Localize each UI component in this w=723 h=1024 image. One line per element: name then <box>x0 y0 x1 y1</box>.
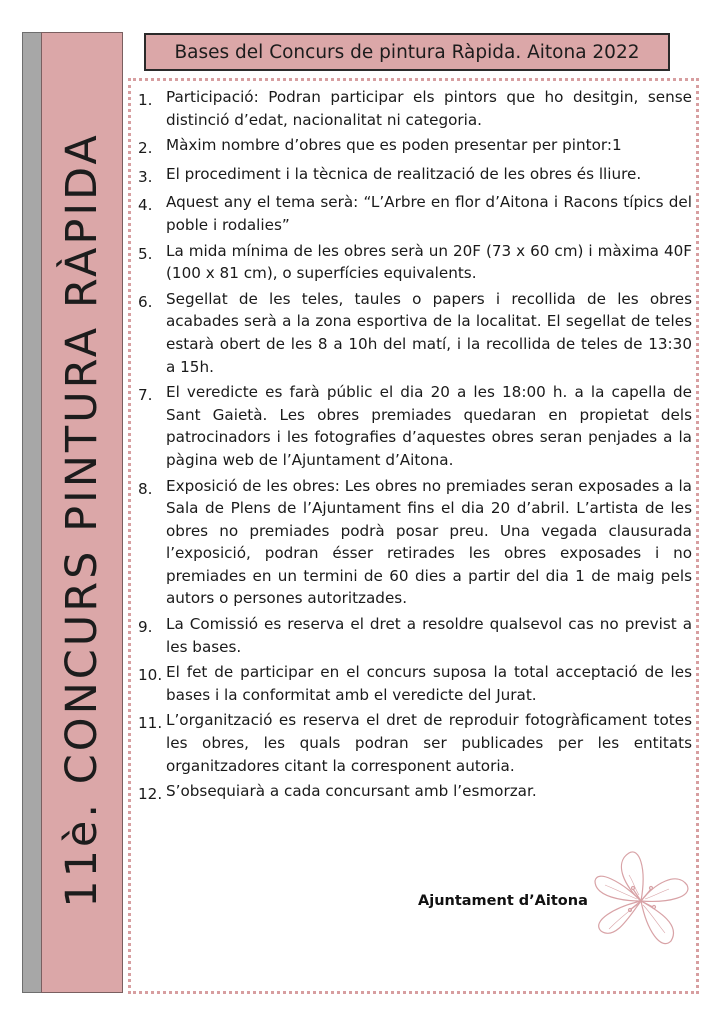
flower-icon <box>585 845 697 957</box>
rule-number: 5. <box>138 244 153 263</box>
rule-item <box>138 780 692 806</box>
rule-item <box>138 661 692 706</box>
rule-text: Segellat de les teles, taules o papers i recollida de les obres acabades serà a la zona esportiva de la localitat. El segellat de teles estarà obert de les 8 a 10h del matí, i la recollida de teles de 13:30 a 15h. <box>166 289 692 376</box>
rule-item <box>138 163 692 189</box>
rule-text: La Comissió es reserva el dret a resoldre qualsevol cas no previst a les bases. <box>166 615 692 656</box>
rule-text: El fet de participar en el concurs suposa la total acceptació de les bases i la conformitat amb el veredicte del Jurat. <box>166 663 692 704</box>
rule-text: Participació: Podran participar els pintors que ho desitgin, sense distinció d’edat, nacionalitat ni categoria. <box>166 88 692 129</box>
rule-number: 8. <box>138 479 153 498</box>
rule-text: El procediment i la tècnica de realització de les obres és lliure. <box>166 164 642 183</box>
rule-number: 12. <box>138 785 163 804</box>
rule-number: 10. <box>138 666 163 685</box>
rule-number: 3. <box>138 167 153 186</box>
rule-text: S’obsequiarà a cada concursant amb l’esmorzar. <box>166 782 537 801</box>
rule-text: El veredicte es farà públic el dia 20 a les 18:00 h. a la capella de Sant Gaietà. Les obres premiades quedaran en propietat dels patrocinadors i les fotografies d’aquestes obres seran penjades a la pàgina web de l’Ajuntament d’Aitona. <box>166 383 692 469</box>
page-title: Bases del Concurs de pintura Ràpida. Aitona 2022 <box>174 41 640 63</box>
signature: Ajuntament d’Aitona <box>418 893 588 909</box>
rule-number: 6. <box>138 292 153 311</box>
rule-number: 2. <box>138 139 153 158</box>
rule-text: L’organització es reserva el dret de reproduir fotogràficament totes les obres, les quals podran ser publicades per les entitats organitzadores citant la corresponent autoria. <box>166 711 692 775</box>
rule-item <box>138 709 692 777</box>
rule-number: 1. <box>138 91 153 109</box>
rule-item <box>138 475 692 611</box>
rule-number: 9. <box>138 618 153 637</box>
rule-number: 11. <box>138 714 163 733</box>
rule-number: 4. <box>138 196 153 215</box>
rule-number: 7. <box>138 386 153 405</box>
rule-text: La mida mínima de les obres serà un 20F (73 x 60 cm) i màxima 40F (100 x 81 cm), o superfícies equivalents. <box>166 241 692 283</box>
rule-text: Màxim nombre d’obres que es poden presentar per pintor:1 <box>166 136 622 155</box>
vertical-title: 11è. CONCURS PINTURA RÀPIDA <box>57 132 107 908</box>
rule-item <box>138 288 692 378</box>
rule-text: Aquest any el tema serà: “L’Arbre en flor d’Aitona i Racons típics del poble i rodalies” <box>166 193 692 234</box>
gray-side-strip <box>22 32 42 993</box>
rule-item <box>138 381 692 471</box>
rules-list <box>138 86 692 809</box>
rule-item <box>138 240 692 285</box>
rule-text: Exposició de les obres: Les obres no premiades seran exposades a la Sala de Plens de l’Ajuntament fins el dia 20 d’abril. L’artista de les obres no premiades podrà posar preu. Una vegada clausurada l’exposició, podran ésser retirades les obres exposades i no premiades en un termini de 60 dies a partir del dia 1 de maig pels autors o persones autoritzades. <box>166 476 692 608</box>
rule-item <box>138 191 692 236</box>
rule-item <box>138 613 692 658</box>
rule-item <box>138 134 692 160</box>
rule-item <box>138 86 692 131</box>
header-box <box>144 33 670 71</box>
